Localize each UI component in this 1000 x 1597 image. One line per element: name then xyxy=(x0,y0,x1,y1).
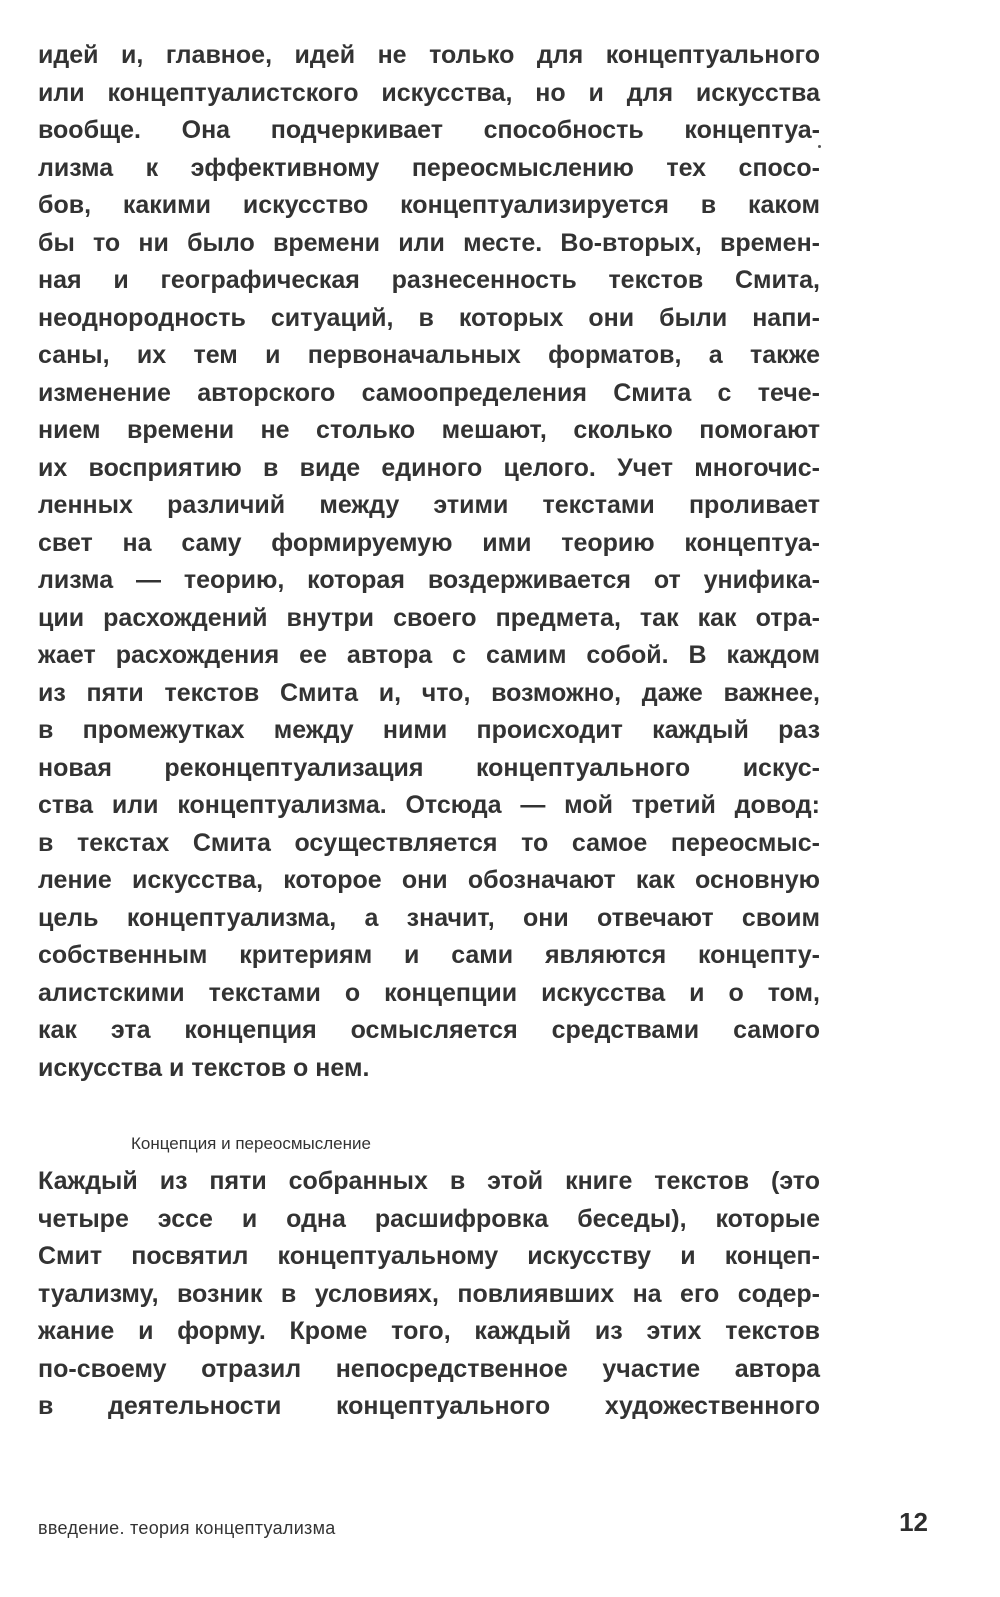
section-subheading: Концепция и переосмысление xyxy=(131,1134,371,1153)
text-line: ства или концептуализма. Отсюда — мой третий довод: xyxy=(38,791,820,819)
text-line: изменение авторского самоопределения Смита с тече- xyxy=(38,378,820,407)
text-line: ление искусства, которое они обозначают как основную xyxy=(38,866,820,894)
body-paragraph-2 xyxy=(38,1163,820,1426)
text-line: ная и географическая разнесенность текстов Смита, xyxy=(38,266,820,294)
body-paragraph-1 xyxy=(38,37,820,1087)
text-line: Каждый из пяти собранных в этой книге текстов (это xyxy=(38,1167,820,1195)
page-number: 12 xyxy=(899,1507,928,1537)
text-line: в промежутках между ними происходит каждый раз xyxy=(38,716,820,744)
text-line: в деятельности концептуального художественного xyxy=(38,1392,820,1420)
text-line: лизма — теорию, которая воздерживается от унифика- xyxy=(38,566,820,594)
text-line: туализму, возник в условиях, повлиявших на его содер- xyxy=(38,1279,820,1308)
text-line: идей и, главное, идей не только для концептуального xyxy=(38,41,820,69)
text-line: нием времени не столько мешают, сколько помогают xyxy=(38,416,820,444)
text-line: их восприятию в виде единого целого. Учет многочис- xyxy=(38,453,820,482)
text-line: бов, какими искусство концептуализируется в каком xyxy=(38,191,820,219)
text-line: алистскими текстами о концепции искусства и о том, xyxy=(38,978,820,1007)
text-line: из пяти текстов Смита и, что, возможно, даже важнее, xyxy=(38,678,820,707)
text-line: жает расхождения ее автора с самим собой. В каждом xyxy=(38,641,820,669)
text-line: цель концептуализма, а значит, они отвечают своим xyxy=(38,903,820,932)
text-line: как эта концепция осмысляется средствами самого xyxy=(38,1016,820,1044)
text-line: новая реконцептуализация концептуального искус- xyxy=(38,753,820,782)
text-line: бы то ни было времени или месте. Во-вторых, времен- xyxy=(38,228,820,257)
text-line: ленных различий между этими текстами проливает xyxy=(38,491,820,519)
text-line: четыре эссе и одна расшифровка беседы), которые xyxy=(38,1204,820,1233)
text-line: неоднородность ситуаций, в которых они были напи- xyxy=(38,303,820,332)
text-line: ции расхождений внутри своего предмета, так как отра- xyxy=(38,603,820,632)
text-line: в текстах Смита осуществляется то самое переосмыс- xyxy=(38,828,820,857)
text-line: собственным критериям и сами являются концепту- xyxy=(38,941,820,969)
text-line: Смит посвятил концептуальному искусству и концеп- xyxy=(38,1242,820,1270)
text-line: искусства и текстов о нем. xyxy=(38,1053,370,1082)
text-line: вообще. Она подчеркивает способность концептуа- xyxy=(38,116,820,144)
text-line: свет на саму формируемую ими теорию концептуа- xyxy=(38,528,820,557)
text-line: или концептуалистского искусства, но и для искусства xyxy=(38,78,820,107)
text-line: саны, их тем и первоначальных форматов, а также xyxy=(38,341,820,369)
text-line: по-своему отразил непосредственное участие автора xyxy=(38,1354,820,1383)
text-line: лизма к эффективному переосмыслению тех спосо- xyxy=(38,153,820,182)
text-line: жание и форму. Кроме того, каждый из этих текстов xyxy=(38,1317,820,1345)
running-head: введение. теория концептуализма xyxy=(38,1518,336,1538)
